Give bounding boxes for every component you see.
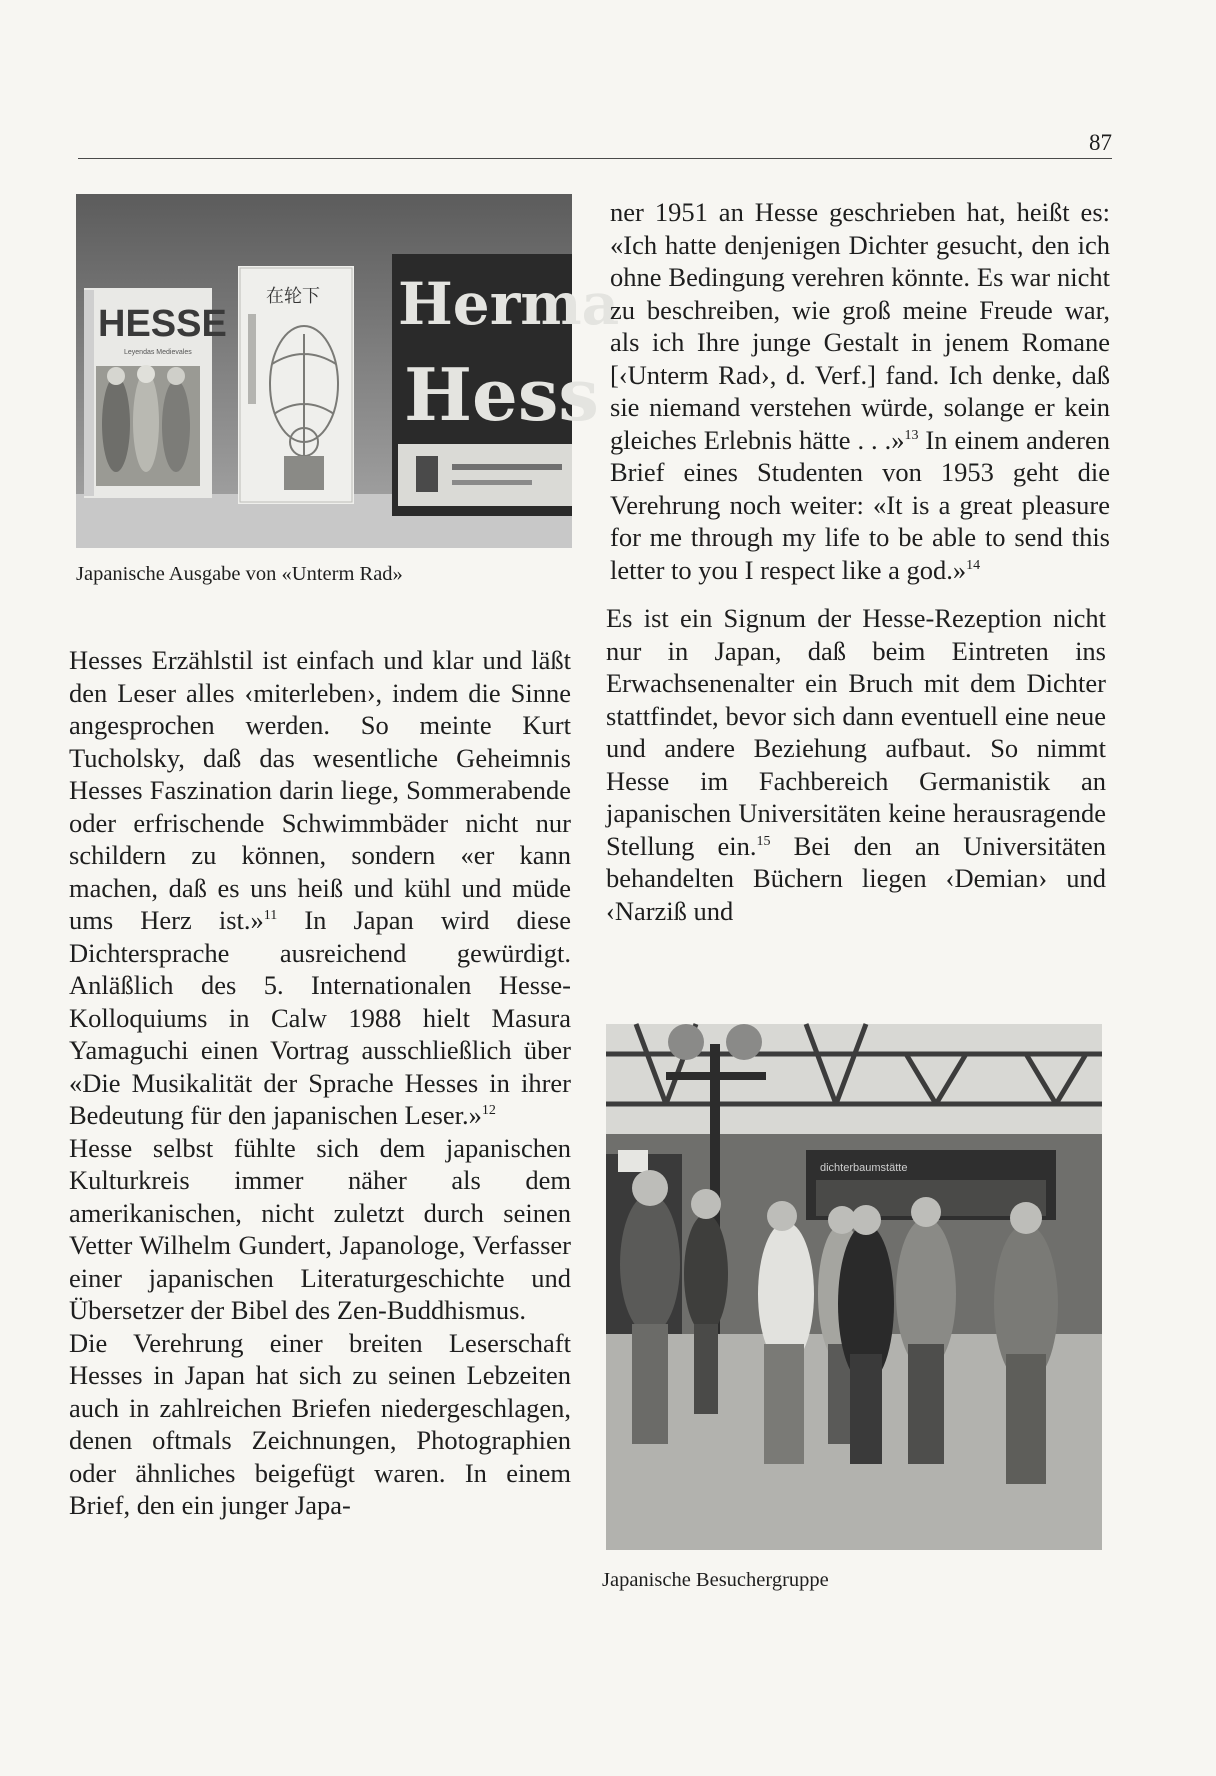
book-title-fraktur-1: Herma [398,270,620,338]
figure-caption-visitor-group: Japanische Besuchergruppe [602,1569,829,1591]
paragraph-text: In einem anderen Brief eines Studenten von 1953 geht die Verehrung noch weiter: «It is a great pleasure for me through my life to be able to send this letter to you I respect like a god.» [610,424,1110,585]
footnote-marker: 13 [904,427,919,443]
paragraph-text: Die Verehrung einer breiten Leserschaft Hesses in Japan hat sich zu seinen Lebzeiten auch in zahlreichen Briefen niedergeschlagen, denen oftmals Zeichnungen, Photographien oder ähnliches beigefügt waren. In einem Brief, den ein junger Japa- [69,1327,571,1520]
paragraph [69,1327,571,1522]
book-cover-hesse [84,288,227,498]
book-covers-photo [76,194,620,548]
footnote-marker: 11 [263,908,278,924]
paragraph-text: Es ist ein Signum der Hesse-Rezeption nicht nur in Japan, daß beim Eintreten ins Erwachsenenalter ein Bruch mit dem Dichter stattfindet, bevor sich dann eventuell eine neue und andere Beziehung aufbaut. So nimmt Hesse im Fachbereich Germanistik an japanischen Universitäten keine herausragende Stellung ein. [606,603,1106,861]
book-subtitle: Leyendas Medievales [124,349,192,356]
right-column-text [610,196,1110,586]
paragraph-text: ner 1951 an Hesse geschrieben hat, heißt es: «Ich hatte denjenigen Dichter gesucht, den ich ohne Bedingung verehren könnte. Es war nicht zu beschreiben, wie groß meine Freude war, als ich Ihre junge Gestalt in jenem Romane [‹Unterm Rad›, d. Verf.] fand. Ich denke, daß sie niemand verstehen würde, solange er kein gleiches Erlebnis hätte . . .» [610,197,1110,455]
page-number: 87 [1089,130,1112,155]
right-column-text-continued [606,602,1106,927]
header-rule [78,158,1112,159]
book-cover-fraktur [392,254,619,516]
footnote-marker: 15 [756,833,771,849]
book-cover-chinese [238,266,354,504]
paragraph-text: Bei den an Universitäten behandelten Büchern liegen ‹Demian› und ‹Narziß und [606,830,1106,926]
footnote-marker: 12 [481,1103,496,1119]
paragraph [69,644,571,1132]
paragraph-text: Hesses Erzählstil ist einfach und klar und läßt den Leser alles ‹miterleben›, indem die Sinne angesprochen werden. So meinte Kurt Tucholsky, daß das wesentliche Geheimnis Hesses Faszination darin liege, Sommerabende oder erfrischende Schwimmbäder nicht nur schildern zu können, sondern «er kann machen, daß es uns heiß und kühl und müde ums Herz ist.» [69,645,571,935]
shop-sign: dichterbaumstätte [820,1162,908,1174]
paragraph-text: Hesse selbst fühlte sich dem japanischen Kulturkreis immer näher als dem amerikanischen, nicht zuletzt durch seinen Vetter Wilhelm Gundert, Japanologe, Verfasser einer japanischen Literaturgeschichte und Übersetzer der Bibel des Zen-Buddhismus. [69,1132,571,1325]
paragraph [606,602,1106,927]
book-title-chinese: 在轮下 [266,286,320,307]
paragraph [610,196,1110,586]
left-column-text [69,644,571,1522]
book-title-hesse: HESSE [98,303,227,345]
book-title-fraktur-2: Hess [404,352,599,437]
paragraph [69,1132,571,1327]
figure-caption-book-covers: Japanische Ausgabe von «Unterm Rad» [76,563,403,585]
visitor-group-photo [606,1024,1102,1550]
paragraph-text: In Japan wird diese Dichtersprache ausreichend gewürdigt. Anläßlich des 5. Internationalen Hesse-Kolloquiums in Calw 1988 hielt Masura Yamaguchi einen Vortrag ausschließlich über «Die Musikalität der Sprache Hesses in ihrer Bedeutung für den japanischen Leser.» [69,905,572,1130]
footnote-marker: 14 [966,557,981,573]
